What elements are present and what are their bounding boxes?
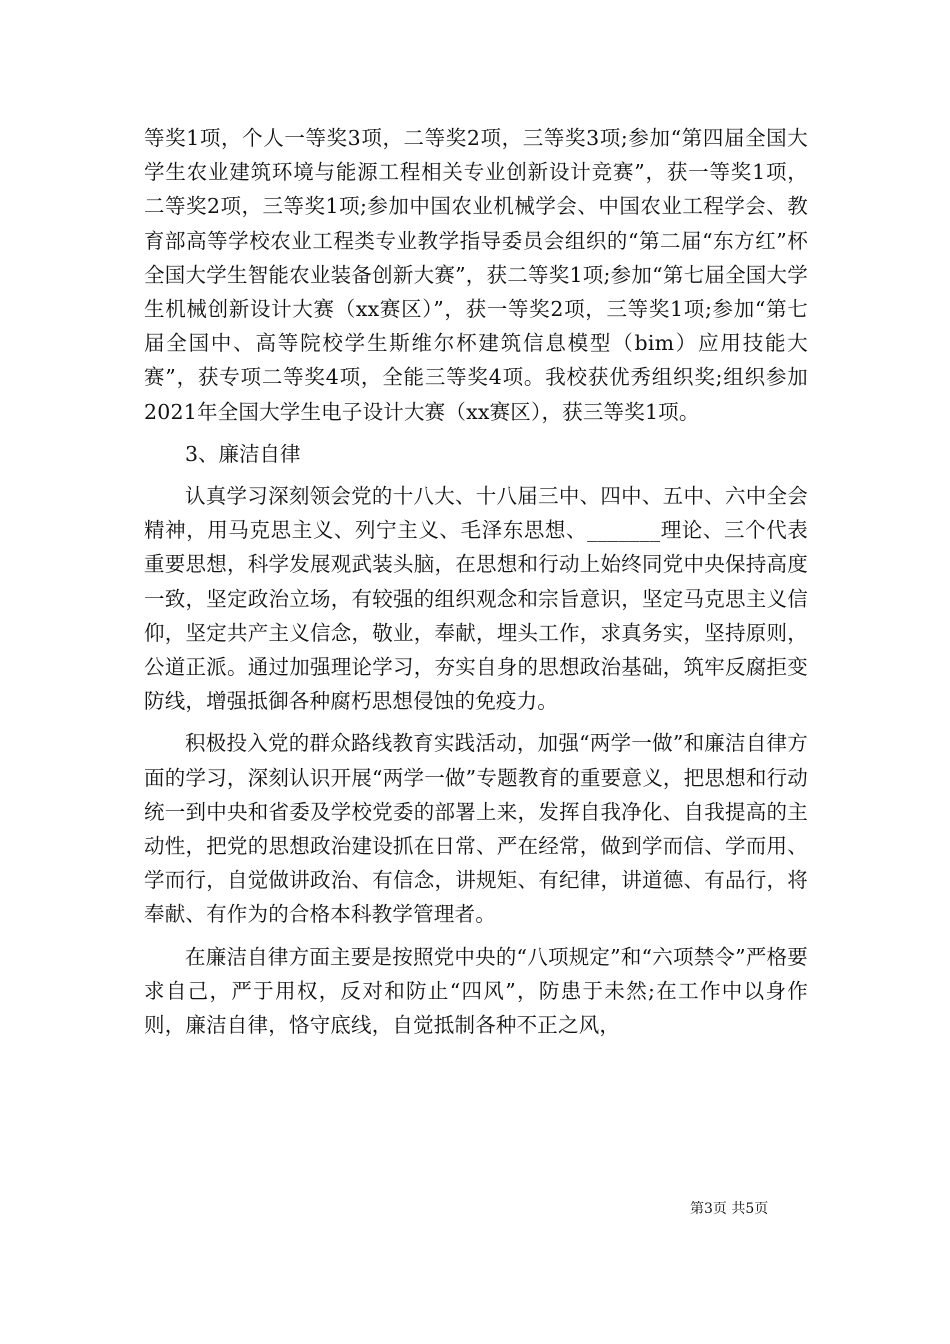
paragraph-campaign: 积极投入党的群众路线教育实践活动，加强“两学一做”和廉洁自律方面的学习，深刻认识开展“两学一做”专题教育的重要意义，把思想和行动统一到中央和省委及学校党委的部署上来，发挥自我净化、自我提高的主动性，把党的思想政治建设抓在日常、严在经常，做到学而信、学而用、学而行，自觉做讲政治、有信念，讲规矩、有纪律，讲道德、有品行，将奉献、有作为的合格本科教学管理者。 [144, 731, 808, 927]
document-body [144, 121, 808, 1042]
paragraph-self-discipline: 在廉洁自律方面主要是按照党中央的“八项规定”和“六项禁令”严格要求自己，严于用权，反对和防止“四风”，防患于未然;在工作中以身作则，廉洁自律，恪守底线，自觉抵制各种不正之风， [144, 944, 808, 1038]
paragraph-awards: 等奖1项，个人一等奖3项，二等奖2项，三等奖3项;参加“第四届全国大学生农业建筑环境与能源工程相关专业创新设计竞赛”，获一等奖1项，二等奖2项，三等奖1项;参加中国农业机械学会、中国农业工程学会、教育部高等学校农业工程类专业教学指导委员会组织的“第二届“东方红”杯全国大学生智能农业装备创新大赛”，获二等奖1项;参加“第七届全国大学生机械创新设计大赛（xx赛区）”，获一等奖2项，三等奖1项;参加“第七届全国中、高等院校学生斯维尔杯建筑信息模型（bim）应用技能大赛”，获专项二等奖4项，全能三等奖4项。我校获优秀组织奖;组织参加2021年全国大学生电子设计大赛（xx赛区），获三等奖1项。 [144, 126, 808, 424]
section-heading-integrity: 3、廉洁自律 [185, 441, 301, 466]
paragraph-study: 认真学习深刻领会党的十八大、十八届三中、四中、五中、六中全会精神，用马克思主义、列宁主义、毛泽东思想、_______理论、三个代表重要思想，科学发展观武装头脑，在思想和行动上始终同党中央保持高度一致，坚定政治立场，有较强的组织观念和宗旨意识，坚定马克思主义信仰，坚定共产主义信念，敬业，奉献，埋头工作，求真务实，坚持原则，公道正派。通过加强理论学习，夯实自身的思想政治基础，筑牢反腐拒变防线，增强抵御各种腐朽思想侵蚀的免疫力。 [144, 484, 808, 714]
page-number: 第3页 共5页 [690, 1201, 769, 1217]
